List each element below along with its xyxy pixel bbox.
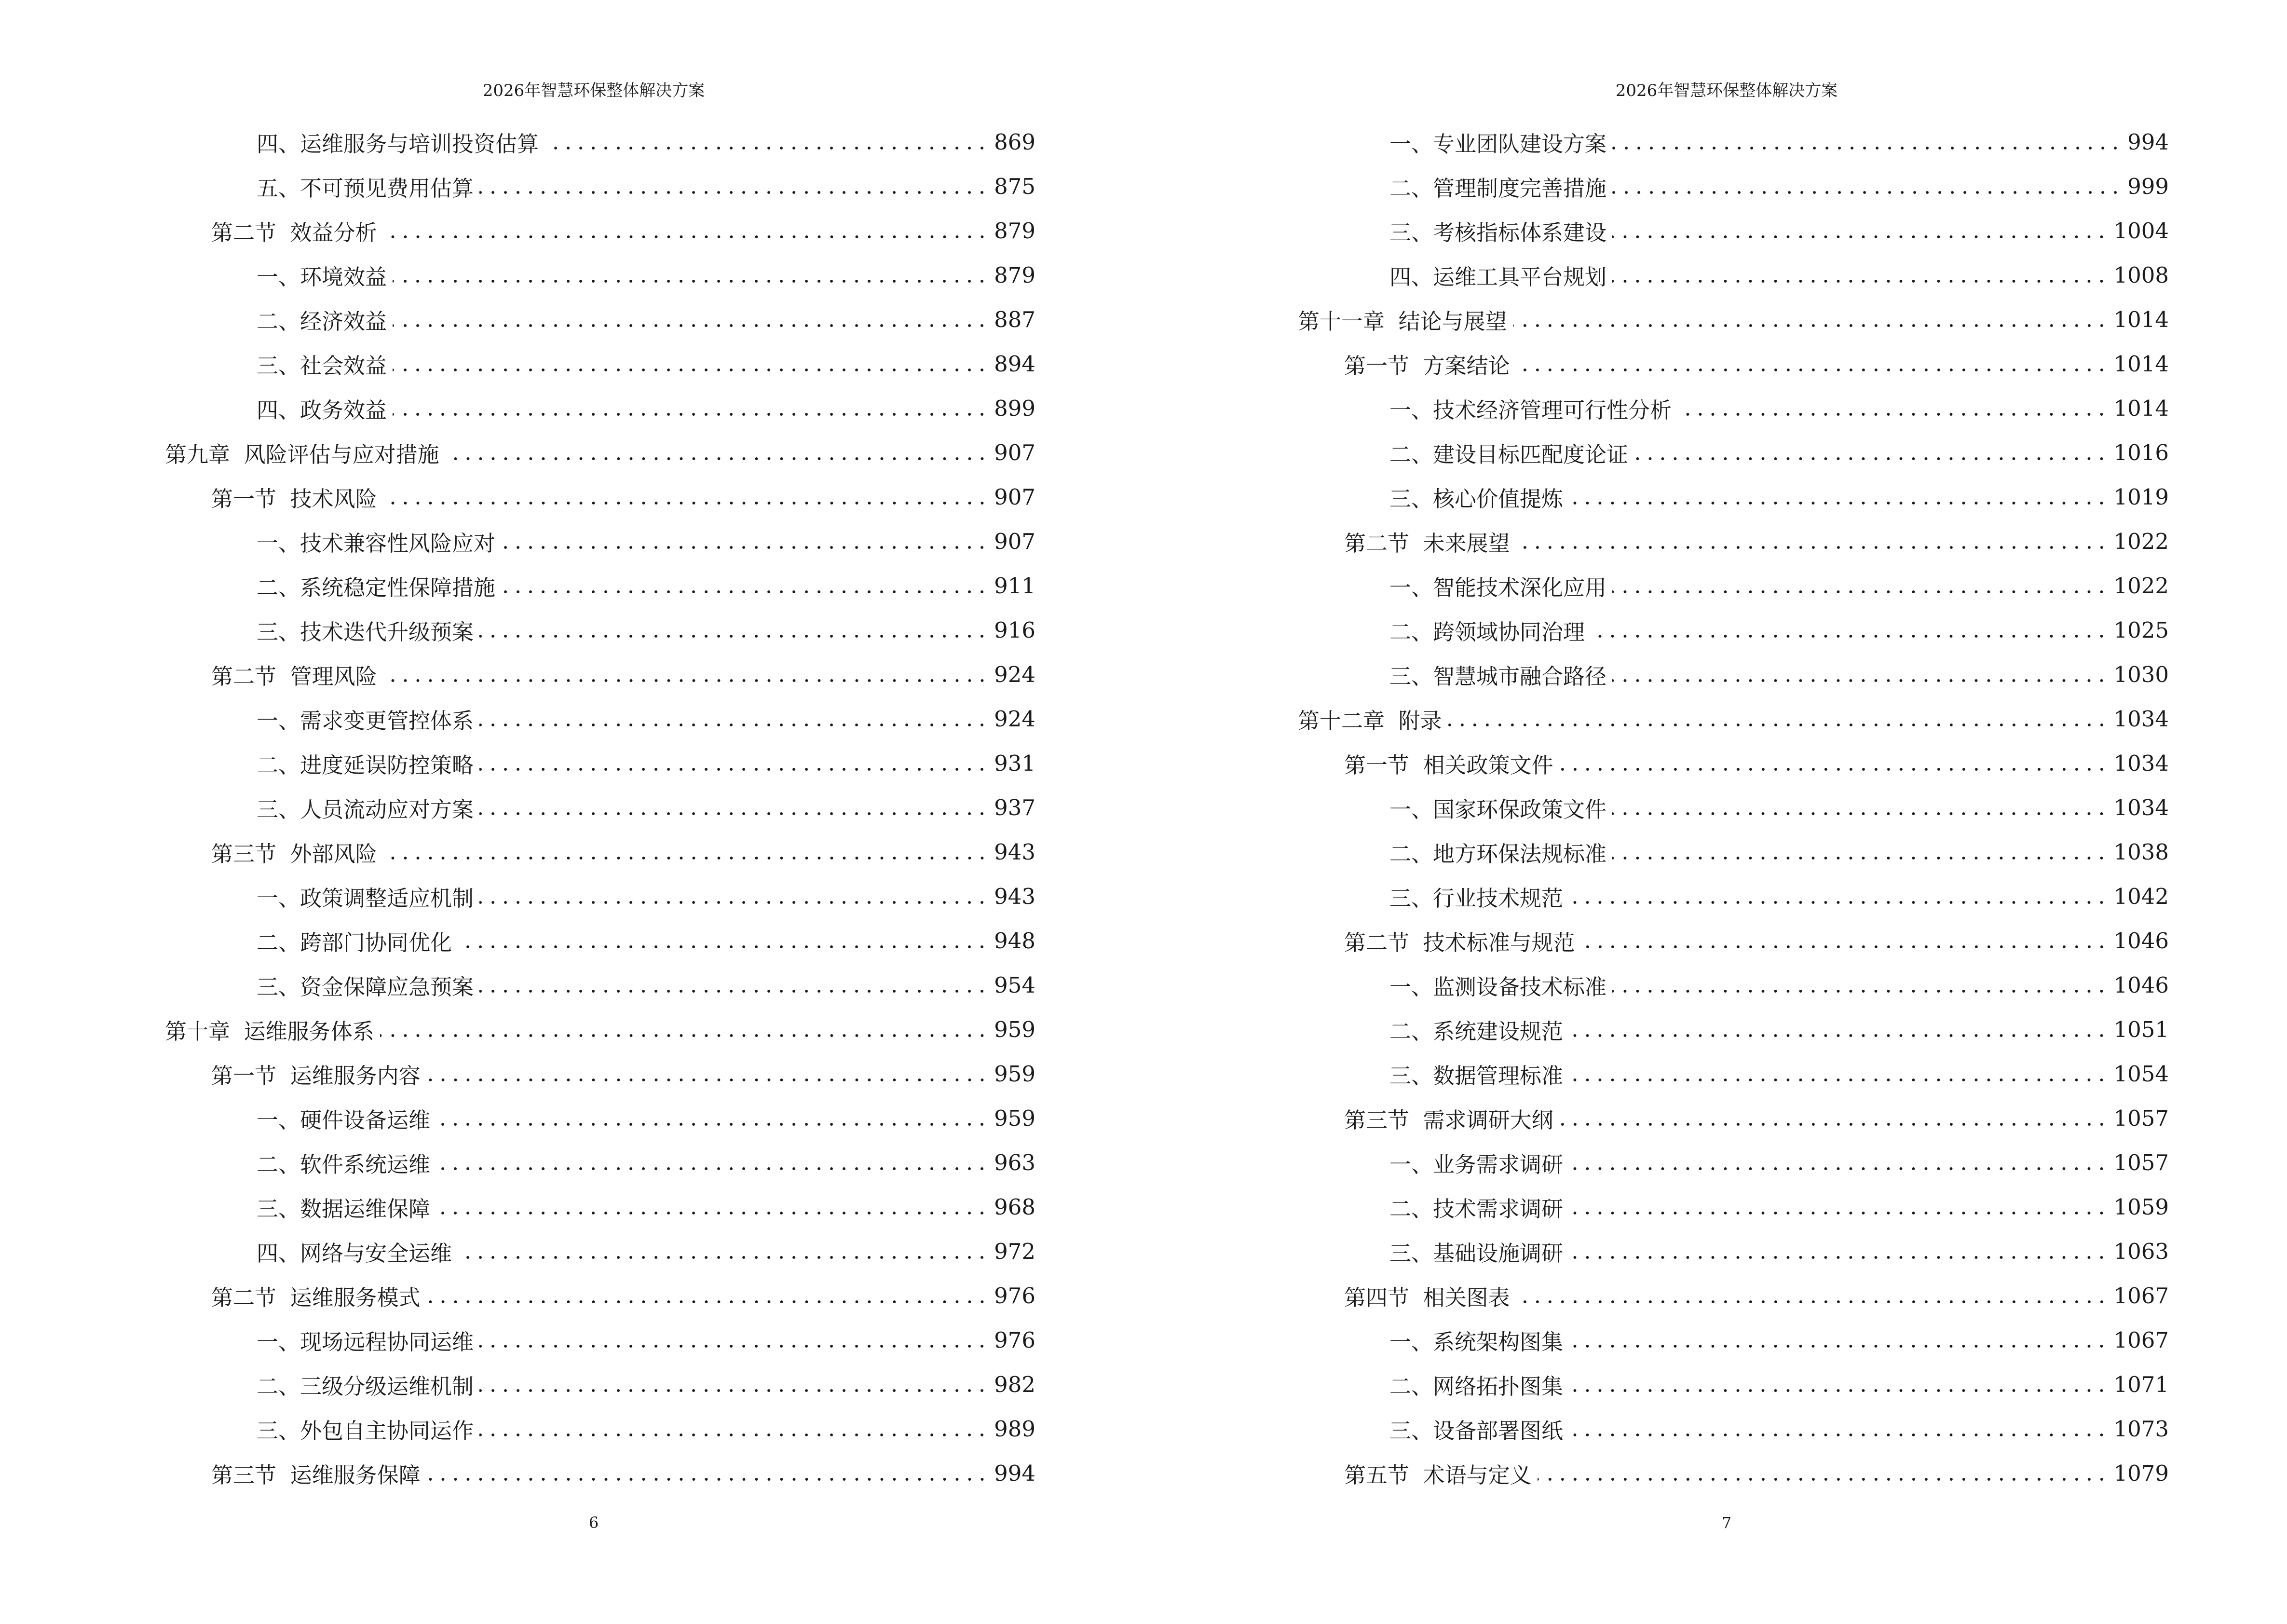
toc-entry-title: 一、智能技术深化应用 [1389, 574, 1607, 600]
toc-subsection-entry[interactable] [165, 297, 1035, 341]
toc-entry-page: 894 [994, 351, 1035, 377]
toc-subsection-entry[interactable] [1298, 1185, 2169, 1229]
toc-subsection-entry[interactable] [165, 120, 1035, 164]
toc-entry-title: 三、设备部署图纸 [1389, 1418, 1564, 1444]
dot-leader [501, 587, 988, 597]
dot-leader [383, 232, 988, 242]
toc-entry-page: 931 [994, 750, 1035, 776]
toc-subsection-entry[interactable] [165, 963, 1035, 1007]
dot-leader [383, 498, 988, 508]
toc-entry-title: 二、技术需求调研 [1389, 1196, 1564, 1222]
toc-entry-title: 一、监测设备技术标准 [1389, 974, 1607, 1000]
toc-entry-title: 第五节 术语与定义 [1344, 1462, 1532, 1488]
toc-entry-page: 989 [994, 1416, 1035, 1442]
toc-section-entry[interactable] [1298, 519, 2169, 563]
toc-entry-page: 976 [994, 1327, 1035, 1353]
toc-entry-page: 1057 [2113, 1149, 2169, 1175]
dot-leader [1581, 942, 2108, 952]
toc-subsection-entry[interactable] [1298, 430, 2169, 475]
dot-leader [1513, 321, 2108, 330]
toc-entry-page: 916 [994, 617, 1035, 643]
dot-leader [383, 853, 988, 863]
dot-leader [1569, 498, 2108, 508]
toc-subsection-entry[interactable] [165, 918, 1035, 963]
toc-entry-page: 994 [994, 1460, 1035, 1486]
dot-leader [1569, 1253, 2108, 1262]
toc-entry-title: 三、基础设施调研 [1389, 1240, 1564, 1266]
toc-entry-title: 二、建设目标匹配度论证 [1389, 441, 1629, 467]
toc-entry-title: 五、不可预见费用估算 [257, 175, 474, 201]
toc-entry-title: 第一节 技术风险 [211, 486, 377, 512]
toc-entry-page: 994 [2127, 129, 2169, 155]
toc-section-entry[interactable] [165, 1051, 1035, 1096]
toc-entry-page: 1059 [2113, 1194, 2169, 1220]
toc-entry-page: 1034 [2113, 750, 2169, 776]
dot-leader [479, 809, 988, 819]
toc-entry-page: 1014 [2113, 395, 2169, 421]
toc-subsection-entry[interactable] [165, 563, 1035, 608]
toc-section-entry[interactable] [165, 652, 1035, 696]
toc-entry-title: 四、运维工具平台规划 [1389, 264, 1607, 290]
toc-entry-page: 1046 [2113, 928, 2169, 954]
toc-section-entry[interactable] [1298, 918, 2169, 963]
dot-leader [436, 1164, 988, 1174]
dot-leader [383, 676, 988, 685]
dot-leader [1569, 1386, 2108, 1395]
dot-leader [458, 1253, 988, 1262]
toc-section-entry[interactable] [1298, 1273, 2169, 1318]
toc-section-entry[interactable] [165, 475, 1035, 519]
toc-entry-page: 1073 [2113, 1416, 2169, 1442]
dot-leader [1612, 587, 2108, 597]
toc-entry-title: 二、三级分级运维机制 [257, 1373, 474, 1399]
dot-leader [479, 631, 988, 641]
toc-entry-page: 907 [994, 439, 1035, 465]
toc-entry-title: 第三节 外部风险 [211, 841, 377, 867]
toc-entry-title: 第一节 相关政策文件 [1344, 752, 1553, 778]
dot-leader [1634, 454, 2108, 464]
dot-leader [1612, 276, 2108, 286]
toc-entry-page: 943 [994, 883, 1035, 909]
toc-entry-title: 二、软件系统运维 [257, 1151, 431, 1177]
dot-leader [393, 365, 988, 375]
toc-subsection-entry[interactable] [165, 1318, 1035, 1362]
toc-entry-page: 1057 [2113, 1105, 2169, 1131]
toc-subsection-entry[interactable] [1298, 386, 2169, 430]
dot-leader [1569, 898, 2108, 907]
toc-entry-page: 1071 [2113, 1371, 2169, 1397]
dot-leader [1591, 631, 2108, 641]
toc-entry-title: 第二节 未来展望 [1344, 530, 1510, 556]
toc-entry-page: 879 [994, 218, 1035, 244]
toc-entry-title: 三、智慧城市融合路径 [1389, 663, 1607, 689]
toc-subsection-entry[interactable] [165, 519, 1035, 563]
toc-entry-title: 三、数据管理标准 [1389, 1063, 1564, 1089]
dot-leader [436, 1208, 988, 1218]
toc-entry-page: 999 [2127, 173, 2169, 199]
dot-leader [1516, 1297, 2108, 1307]
toc-chapter-entry[interactable] [1298, 297, 2169, 341]
dot-leader [1516, 543, 2108, 552]
toc-entry-page: 1054 [2113, 1061, 2169, 1087]
toc-entry-title: 二、系统建设规范 [1389, 1018, 1564, 1044]
toc-entry-page: 1019 [2113, 484, 2169, 510]
toc-entry-title: 第十一章 结论与展望 [1298, 308, 1507, 334]
page-header: 2026年智慧环保整体解决方案 [1615, 81, 1838, 100]
toc-subsection-entry[interactable] [1298, 475, 2169, 519]
toc-entry-page: 954 [994, 972, 1035, 998]
toc-entry-title: 第一节 方案结论 [1344, 353, 1510, 379]
toc-entry-title: 三、外包自主协同运作 [257, 1418, 474, 1444]
page-number: 6 [588, 1514, 599, 1532]
toc-entry-title: 一、现场远程协同运维 [257, 1329, 474, 1355]
toc-entry-page: 924 [994, 706, 1035, 732]
toc-entry-page: 887 [994, 306, 1035, 332]
toc-entry-page: 1025 [2113, 617, 2169, 643]
toc-entry-title: 第四节 相关图表 [1344, 1284, 1510, 1310]
toc-entry-page: 1016 [2113, 439, 2169, 465]
toc-entry-page: 899 [994, 395, 1035, 421]
toc-entry-title: 三、核心价值提炼 [1389, 486, 1564, 512]
dot-leader [1569, 1164, 2108, 1174]
toc-subsection-entry[interactable] [1298, 608, 2169, 652]
dot-leader [393, 276, 988, 286]
toc-chapter-entry[interactable] [165, 430, 1035, 475]
toc-subsection-entry[interactable] [165, 1406, 1035, 1451]
toc-entry-title: 四、运维服务与培训投资估算 [257, 131, 539, 157]
toc-subsection-entry[interactable] [165, 1096, 1035, 1140]
toc-entry-title: 三、技术迭代升级预案 [257, 619, 474, 645]
toc-subsection-entry[interactable] [165, 1140, 1035, 1185]
toc-entry-page: 948 [994, 928, 1035, 954]
dot-leader [479, 720, 988, 730]
dot-leader [1612, 676, 2108, 685]
toc-entry-page: 976 [994, 1283, 1035, 1309]
toc-entry-page: 1063 [2113, 1238, 2169, 1264]
toc-entry-page: 968 [994, 1194, 1035, 1220]
dot-leader [479, 188, 988, 197]
toc-entry-page: 959 [994, 1061, 1035, 1087]
toc-subsection-entry[interactable] [1298, 830, 2169, 874]
toc-subsection-entry[interactable] [1298, 1229, 2169, 1273]
toc-page-right [1144, 0, 2287, 1624]
toc-section-entry[interactable] [1298, 341, 2169, 386]
toc-entry-title: 三、人员流动应对方案 [257, 796, 474, 822]
dot-leader [458, 942, 988, 952]
dot-leader [1612, 143, 2122, 153]
toc-entry-title: 三、资金保障应急预案 [257, 974, 474, 1000]
toc-entry-page: 959 [994, 1105, 1035, 1131]
toc-section-entry[interactable] [165, 1273, 1035, 1318]
toc-entry-title: 一、环境效益 [257, 264, 387, 290]
toc-entry-page: 907 [994, 528, 1035, 554]
dot-leader [380, 1031, 988, 1040]
dot-leader [1612, 188, 2122, 197]
toc-entry-title: 二、跨部门协同优化 [257, 929, 452, 955]
toc-subsection-entry[interactable] [1298, 208, 2169, 253]
toc-entry-page: 943 [994, 839, 1035, 865]
dot-leader [1569, 1430, 2108, 1440]
dot-leader [445, 454, 988, 464]
toc-entry-title: 第一节 运维服务内容 [211, 1063, 421, 1089]
toc-subsection-entry[interactable] [1298, 874, 2169, 918]
toc-entry-title: 一、国家环保政策文件 [1389, 796, 1607, 822]
toc-entry-page: 1051 [2113, 1016, 2169, 1042]
toc-entry-page: 924 [994, 661, 1035, 687]
toc-entry-page: 1038 [2113, 839, 2169, 865]
toc-entry-page: 911 [994, 573, 1035, 599]
toc-entry-page: 1079 [2113, 1460, 2169, 1486]
toc-subsection-entry[interactable] [1298, 1318, 2169, 1362]
dot-leader [393, 321, 988, 330]
toc-entry-page: 982 [994, 1371, 1035, 1397]
dot-leader [1612, 232, 2108, 242]
toc-entry-title: 第三节 运维服务保障 [211, 1462, 421, 1488]
dot-leader [479, 1430, 988, 1440]
dot-leader [479, 898, 988, 907]
toc-subsection-entry[interactable] [165, 874, 1035, 918]
toc-entry-title: 第二节 运维服务模式 [211, 1284, 421, 1310]
dot-leader [1612, 809, 2108, 819]
toc-entry-title: 一、硬件设备运维 [257, 1107, 431, 1133]
toc-subsection-entry[interactable] [165, 785, 1035, 830]
toc-entry-page: 972 [994, 1238, 1035, 1264]
dot-leader [1538, 1474, 2108, 1484]
dot-leader [1569, 1341, 2108, 1351]
toc-subsection-entry[interactable] [1298, 563, 2169, 608]
toc-entry-title: 三、考核指标体系建设 [1389, 219, 1607, 246]
toc-subsection-entry[interactable] [1298, 1406, 2169, 1451]
toc-entry-page: 1030 [2113, 661, 2169, 687]
toc-subsection-entry[interactable] [165, 741, 1035, 785]
toc-subsection-entry[interactable] [165, 1229, 1035, 1273]
toc-entry-title: 第九章 风险评估与应对措施 [165, 441, 439, 467]
toc-entry-title: 二、跨领域协同治理 [1389, 619, 1585, 645]
toc-entry-title: 第十二章 附录 [1298, 708, 1442, 734]
toc-subsection-entry[interactable] [165, 386, 1035, 430]
toc-entry-title: 一、技术兼容性风险应对 [257, 530, 496, 556]
dot-leader [1559, 1119, 2108, 1129]
toc-subsection-entry[interactable] [1298, 164, 2169, 208]
dot-leader [501, 543, 988, 552]
toc-entry-page: 1046 [2113, 972, 2169, 998]
dot-leader [1559, 764, 2108, 774]
dot-leader [479, 1341, 988, 1351]
dot-leader [1516, 365, 2108, 375]
toc-entry-page: 1008 [2113, 262, 2169, 288]
dot-leader [1612, 986, 2108, 996]
toc-subsection-entry[interactable] [1298, 963, 2169, 1007]
toc-chapter-entry[interactable] [1298, 696, 2169, 741]
dot-leader [1448, 720, 2108, 730]
toc-entry-page: 963 [994, 1149, 1035, 1175]
toc-entry-title: 一、业务需求调研 [1389, 1151, 1564, 1177]
toc-entry-title: 第二节 技术标准与规范 [1344, 929, 1575, 955]
toc-entry-title: 一、技术经济管理可行性分析 [1389, 397, 1672, 423]
toc-subsection-entry[interactable] [1298, 1140, 2169, 1185]
toc-entry-page: 1067 [2113, 1327, 2169, 1353]
toc-entry-title: 二、地方环保法规标准 [1389, 841, 1607, 867]
toc-entry-title: 二、系统稳定性保障措施 [257, 574, 496, 600]
toc-entry-title: 二、经济效益 [257, 308, 387, 334]
toc-section-entry[interactable] [165, 208, 1035, 253]
toc-entry-title: 一、专业团队建设方案 [1389, 131, 1607, 157]
toc-entry-title: 一、政策调整适应机制 [257, 885, 474, 911]
dot-leader [436, 1119, 988, 1129]
toc-subsection-entry[interactable] [165, 696, 1035, 741]
dot-leader [426, 1297, 988, 1307]
dot-leader [1612, 853, 2108, 863]
dot-leader [479, 1386, 988, 1395]
dot-leader [545, 143, 988, 153]
toc-entry-title: 一、系统架构图集 [1389, 1329, 1564, 1355]
toc-entry-page: 875 [994, 173, 1035, 199]
toc-entry-page: 1034 [2113, 794, 2169, 820]
toc-subsection-entry[interactable] [1298, 120, 2169, 164]
toc-section-entry[interactable] [165, 830, 1035, 874]
page-number: 7 [1721, 1514, 1732, 1532]
toc-list [165, 120, 1035, 1495]
toc-section-entry[interactable] [165, 1451, 1035, 1495]
toc-entry-page: 1014 [2113, 306, 2169, 332]
dot-leader [1569, 1031, 2108, 1040]
toc-subsection-entry[interactable] [1298, 785, 2169, 830]
toc-entry-page: 1042 [2113, 883, 2169, 909]
toc-entry-page: 1022 [2113, 573, 2169, 599]
dot-leader [426, 1474, 988, 1484]
toc-entry-page: 959 [994, 1016, 1035, 1042]
toc-entry-title: 二、管理制度完善措施 [1389, 175, 1607, 201]
dot-leader [479, 986, 988, 996]
toc-subsection-entry[interactable] [165, 164, 1035, 208]
toc-subsection-entry[interactable] [165, 341, 1035, 386]
toc-entry-title: 第二节 效益分析 [211, 219, 377, 246]
toc-entry-page: 1022 [2113, 528, 2169, 554]
toc-entry-page: 1067 [2113, 1283, 2169, 1309]
toc-entry-title: 二、网络拓扑图集 [1389, 1373, 1564, 1399]
toc-entry-title: 四、政务效益 [257, 397, 387, 423]
toc-subsection-entry[interactable] [1298, 1007, 2169, 1051]
toc-entry-page: 907 [994, 484, 1035, 510]
toc-entry-title: 三、数据运维保障 [257, 1196, 431, 1222]
dot-leader [1677, 409, 2108, 419]
dot-leader [393, 409, 988, 419]
toc-subsection-entry[interactable] [165, 608, 1035, 652]
toc-subsection-entry[interactable] [1298, 1362, 2169, 1406]
toc-entry-page: 879 [994, 262, 1035, 288]
toc-entry-page: 869 [994, 129, 1035, 155]
toc-entry-title: 一、需求变更管控体系 [257, 708, 474, 734]
toc-entry-page: 937 [994, 794, 1035, 820]
toc-entry-page: 1004 [2113, 218, 2169, 244]
toc-entry-title: 三、社会效益 [257, 353, 387, 379]
toc-subsection-entry[interactable] [165, 253, 1035, 297]
page-header: 2026年智慧环保整体解决方案 [482, 81, 705, 100]
toc-section-entry[interactable] [1298, 1451, 2169, 1495]
dot-leader [1569, 1208, 2108, 1218]
toc-section-entry[interactable] [1298, 741, 2169, 785]
toc-entry-title: 二、进度延误防控策略 [257, 752, 474, 778]
toc-entry-title: 第三节 需求调研大纲 [1344, 1107, 1553, 1133]
dot-leader [1569, 1075, 2108, 1085]
toc-entry-title: 三、行业技术规范 [1389, 885, 1564, 911]
toc-chapter-entry[interactable] [165, 1007, 1035, 1051]
toc-entry-page: 1014 [2113, 351, 2169, 377]
toc-subsection-entry[interactable] [1298, 253, 2169, 297]
toc-subsection-entry[interactable] [165, 1185, 1035, 1229]
toc-entry-title: 第十章 运维服务体系 [165, 1018, 374, 1044]
dot-leader [426, 1075, 988, 1085]
toc-entry-page: 1034 [2113, 706, 2169, 732]
toc-entry-title: 第二节 管理风险 [211, 663, 377, 689]
dot-leader [479, 764, 988, 774]
toc-subsection-entry[interactable] [1298, 1051, 2169, 1096]
toc-list [1298, 120, 2169, 1495]
toc-subsection-entry[interactable] [1298, 652, 2169, 696]
toc-entry-title: 四、网络与安全运维 [257, 1240, 452, 1266]
toc-section-entry[interactable] [1298, 1096, 2169, 1140]
toc-subsection-entry[interactable] [165, 1362, 1035, 1406]
